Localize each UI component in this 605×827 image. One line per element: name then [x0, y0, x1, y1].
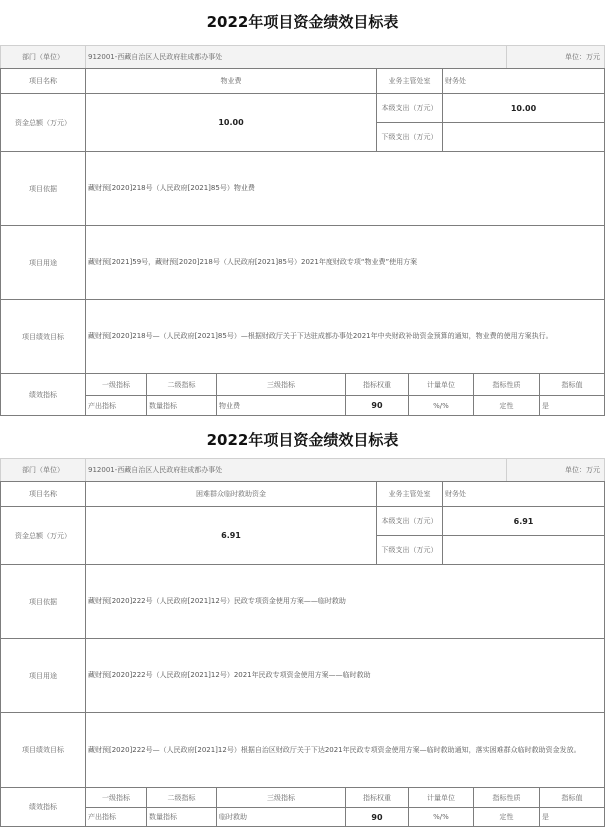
fund-this-value: 6.91 [442, 506, 605, 536]
project-name-label: 项目名称 [0, 481, 86, 507]
project-name-value: 困难群众临时救助资金 [85, 481, 377, 507]
table-title: 2022年项目资金绩效目标表 [206, 431, 399, 449]
fund-lower-label: 下级支出（万元） [376, 535, 443, 565]
basis-label: 项目依据 [0, 564, 86, 639]
row-level1: 产出指标 [85, 807, 147, 827]
dept-label: 部门（单位） [0, 45, 86, 69]
header-unit: 计量单位 [408, 373, 474, 396]
fund-total-value: 6.91 [85, 506, 377, 565]
row-level2: 数量指标 [146, 807, 217, 827]
unit-label: 单位：万元 [506, 45, 605, 69]
project-name-value: 物业费 [85, 68, 377, 94]
competent-dept-label: 业务主管处室 [376, 481, 443, 507]
header-nature: 指标性质 [473, 373, 540, 396]
goal-text: 藏财预[2020]218号—（人民政府[2021]85号）—根据财政厅关于下达驻成都办事处2021年中央财政补助资金预算的通知，物业费的使用方案执行。 [85, 299, 605, 374]
row-weight: 90 [345, 807, 409, 827]
competent-dept-value: 财务处 [442, 68, 605, 94]
row-nature: 定性 [473, 807, 540, 827]
row-value: 是 [539, 807, 605, 827]
indicator-label: 绩效指标 [0, 787, 86, 827]
goal-text: 藏财预[2020]222号—（人民政府[2021]12号）根据自治区财政厅关于下达2021年民政专项资金使用方案—临时救助通知，落实困难群众临时救助资金发放。 [85, 712, 605, 788]
header-level2: 二级指标 [146, 373, 217, 396]
basis-text: 藏财预[2020]222号（人民政府[2021]12号）民政专项资金使用方案——临时救助 [85, 564, 605, 639]
row-level2: 数量指标 [146, 395, 217, 416]
usage-text: 藏财预[2021]59号，藏财预[2020]218号（人民政府[2021]85号）2021年度财政专项“物业费”使用方案 [85, 225, 605, 300]
row-value: 是 [539, 395, 605, 416]
row-unit: %/% [408, 395, 474, 416]
row-nature: 定性 [473, 395, 540, 416]
header-weight: 指标权重 [345, 373, 409, 396]
project-name-label: 项目名称 [0, 68, 86, 94]
header-level2: 二级指标 [146, 787, 217, 808]
table-title: 2022年项目资金绩效目标表 [206, 13, 399, 31]
dept-value: 912001-西藏自治区人民政府驻成都办事处 [85, 458, 507, 482]
header-unit: 计量单位 [408, 787, 474, 808]
usage-label: 项目用途 [0, 638, 86, 713]
fund-lower-label: 下级支出（万元） [376, 122, 443, 152]
fund-total-value: 10.00 [85, 93, 377, 152]
basis-text: 藏财预[2020]218号（人民政府[2021]85号）物业费 [85, 151, 605, 226]
header-nature: 指标性质 [473, 787, 540, 808]
row-level1: 产出指标 [85, 395, 147, 416]
usage-text: 藏财预[2020]222号（人民政府[2021]12号）2021年民政专项资金使用方案——临时救助 [85, 638, 605, 713]
unit-label: 单位：万元 [506, 458, 605, 482]
fund-this-value: 10.00 [442, 93, 605, 123]
competent-dept-label: 业务主管处室 [376, 68, 443, 94]
header-level1: 一级指标 [85, 373, 147, 396]
performance-table-2 [0, 418, 605, 822]
row-unit: %/% [408, 807, 474, 827]
fund-lower-value [442, 535, 605, 565]
fund-total-label: 资金总额（万元） [0, 93, 86, 152]
dept-value: 912001-西藏自治区人民政府驻成都办事处 [85, 45, 507, 69]
header-level3: 三级指标 [216, 787, 346, 808]
indicator-label: 绩效指标 [0, 373, 86, 416]
performance-table-1 [0, 0, 605, 410]
dept-label: 部门（单位） [0, 458, 86, 482]
fund-this-label: 本级支出（万元） [376, 93, 443, 123]
fund-lower-value [442, 122, 605, 152]
header-value: 指标值 [539, 373, 605, 396]
row-level3: 临时救助 [216, 807, 346, 827]
fund-this-label: 本级支出（万元） [376, 506, 443, 536]
header-level1: 一级指标 [85, 787, 147, 808]
fund-total-label: 资金总额（万元） [0, 506, 86, 565]
competent-dept-value: 财务处 [442, 481, 605, 507]
basis-label: 项目依据 [0, 151, 86, 226]
header-level3: 三级指标 [216, 373, 346, 396]
usage-label: 项目用途 [0, 225, 86, 300]
header-weight: 指标权重 [345, 787, 409, 808]
goal-label: 项目绩效目标 [0, 712, 86, 788]
row-weight: 90 [345, 395, 409, 416]
goal-label: 项目绩效目标 [0, 299, 86, 374]
row-level3: 物业费 [216, 395, 346, 416]
header-value: 指标值 [539, 787, 605, 808]
